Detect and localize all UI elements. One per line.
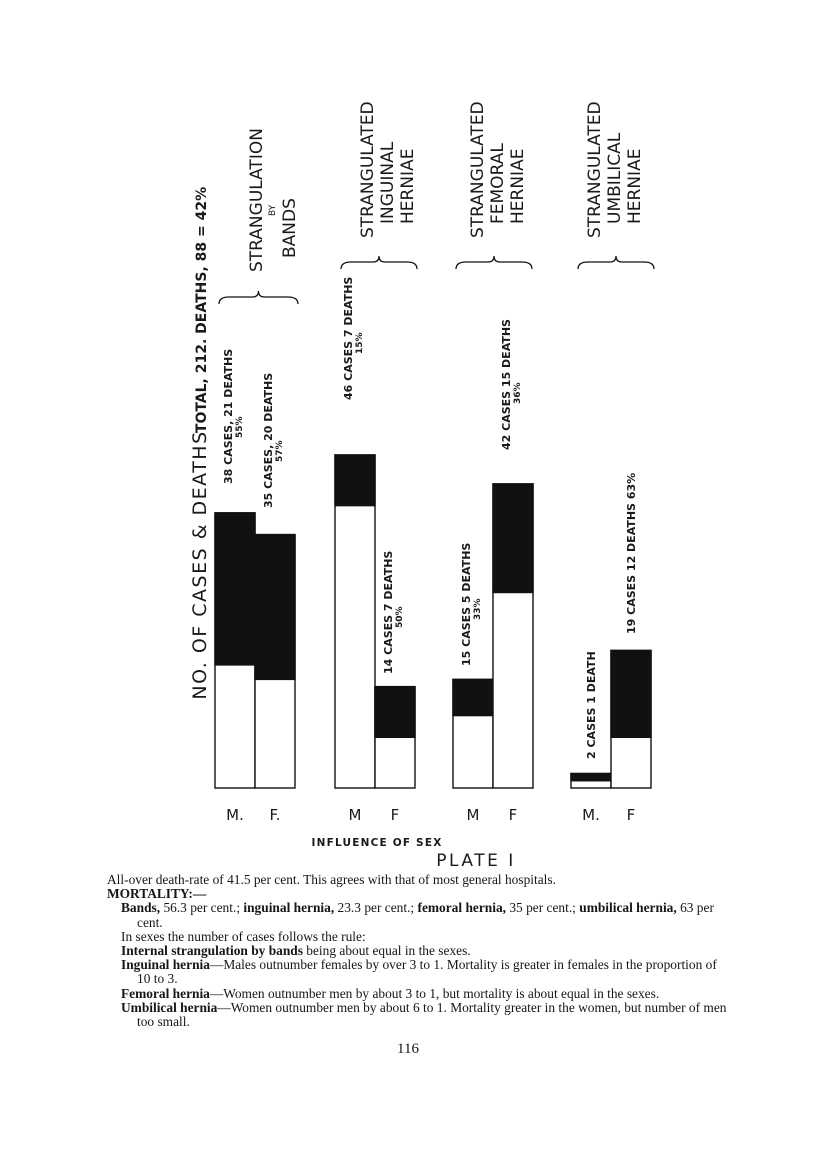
brace-2 bbox=[456, 256, 532, 269]
data-label-strangulated-inguinal-herniae-m: 46 CASES 7 DEATHS15% bbox=[342, 276, 365, 400]
data-label-strangulated-femoral-herniae-f: 42 CASES 15 DEATHS36% bbox=[500, 319, 523, 450]
bar-deaths-strangulated-femoral-herniae-f bbox=[493, 484, 533, 593]
caption-text bbox=[107, 873, 729, 1029]
plate-label: PLATE I bbox=[436, 851, 516, 870]
femoral-para: Femoral hernia—Women outnumber men by about 3 to 1, but mortality is about equal in the sexes. bbox=[121, 985, 660, 1001]
sex-tick-strangulation-by-bands-f: F. bbox=[269, 806, 281, 824]
bar-deaths-strangulated-inguinal-herniae-m bbox=[335, 455, 375, 506]
umbilical-para: Umbilical hernia—Women outnumber men by about 6 to 1. Mortality greater in the women, but number of men too small. bbox=[121, 999, 727, 1030]
group-heading-3: STRANGULATEDUMBILICALHERNIAE bbox=[585, 101, 645, 238]
data-label-strangulation-by-bands-f: 35 CASES, 20 DEATHS57% bbox=[262, 372, 285, 508]
data-label-strangulated-femoral-herniae-m: 15 CASES 5 DEATHS33% bbox=[460, 542, 483, 666]
internal-strangulation-para: Internal strangulation by bands being about equal in the sexes. bbox=[121, 943, 471, 959]
braces-layer bbox=[219, 256, 654, 304]
sex-tick-strangulated-femoral-herniae-m: M bbox=[466, 806, 480, 824]
mortality-rates: Bands, 56.3 per cent.; inguinal hernia, 23.3 per cent.; femoral hernia, 35 per cent.; umbilical hernia, 63 per cent. bbox=[121, 900, 714, 930]
sex-tick-strangulated-umbilical-herniae-m: M. bbox=[582, 806, 600, 824]
death-rate-line: All-over death-rate of 41.5 per cent. This agrees with that of most general hospitals. bbox=[107, 872, 556, 887]
inguinal-para: Inguinal hernia—Males outnumber females by over 3 to 1. Mortality is greater in females in the proportion of 10 to 3. bbox=[121, 957, 717, 987]
sex-tick-strangulation-by-bands-m: M. bbox=[226, 806, 244, 824]
bar-deaths-strangulated-umbilical-herniae-f bbox=[611, 650, 651, 737]
mortality-heading: MORTALITY:— bbox=[107, 886, 207, 902]
chart-title: NO. OF CASES & DEATHS bbox=[189, 430, 211, 700]
bar-deaths-strangulation-by-bands-f bbox=[255, 535, 295, 680]
brace-0 bbox=[219, 291, 298, 304]
bar-deaths-strangulated-femoral-herniae-m bbox=[453, 679, 493, 715]
group-heading-1: STRANGULATEDINGUINALHERNIAE bbox=[358, 101, 418, 238]
data-label-strangulation-by-bands-m: 38 CASES, 21 DEATHS55% bbox=[222, 348, 245, 484]
sexes-intro: In sexes the number of cases follows the rule: bbox=[121, 928, 366, 944]
group-heading-2: STRANGULATEDFEMORALHERNIAE bbox=[468, 101, 528, 238]
bar-deaths-strangulated-umbilical-herniae-m bbox=[571, 774, 611, 781]
data-label-strangulated-umbilical-herniae-f: 19 CASES 12 DEATHS 63% bbox=[625, 472, 638, 634]
chart-subtitle: TOTAL, 212. DEATHS, 88 = 42% bbox=[194, 186, 210, 434]
group-heading-0: STRANGULATIONBY BANDS bbox=[247, 128, 300, 272]
bar-deaths-strangulated-inguinal-herniae-f bbox=[375, 687, 415, 738]
page-number: 116 bbox=[397, 1041, 419, 1057]
data-label-strangulated-inguinal-herniae-f: 14 CASES 7 DEATHS50% bbox=[382, 550, 405, 674]
sex-tick-strangulated-inguinal-herniae-f: F bbox=[390, 806, 400, 824]
brace-1 bbox=[341, 256, 417, 269]
x-axis-label: INFLUENCE OF SEX bbox=[311, 837, 443, 849]
bar-deaths-strangulation-by-bands-m bbox=[215, 513, 255, 665]
sex-tick-strangulated-femoral-herniae-f: F bbox=[508, 806, 518, 824]
sex-tick-strangulated-inguinal-herniae-m: M bbox=[348, 806, 362, 824]
data-label-strangulated-umbilical-herniae-m: 2 CASES 1 DEATH bbox=[585, 651, 598, 759]
brace-3 bbox=[578, 256, 654, 269]
sex-tick-strangulated-umbilical-herniae-f: F bbox=[626, 806, 636, 824]
